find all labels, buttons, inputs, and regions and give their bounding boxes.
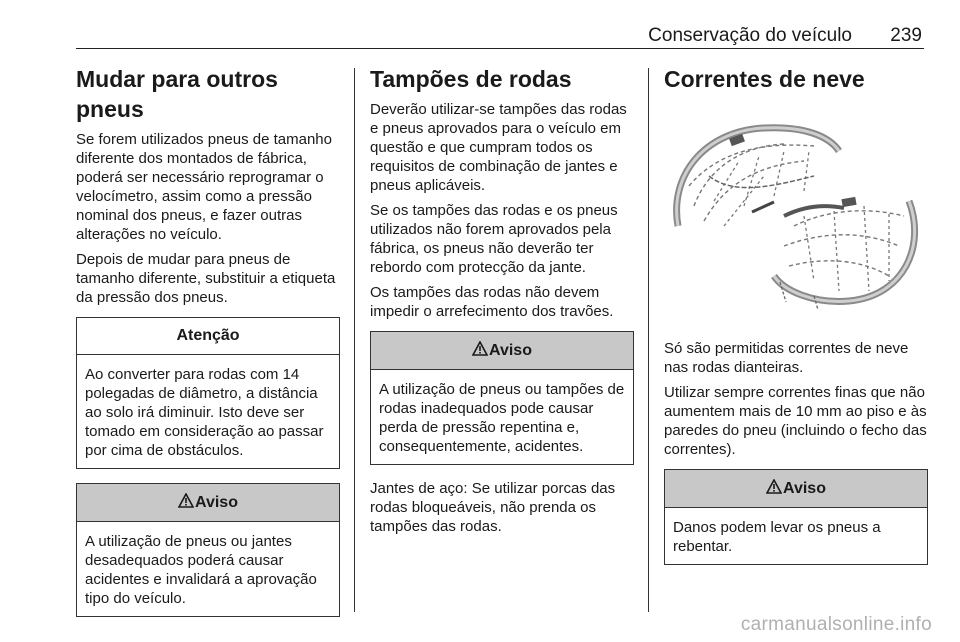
warning-header xyxy=(77,484,339,522)
page-header xyxy=(76,22,924,49)
caution-text: Ao converter para rodas com 14 polegadas de diâmetro, a distância ao solo irá diminuir. Isto deve ser tomado em consideração ao passar por cima de obstáculos. xyxy=(85,366,324,459)
warning-triangle-icon xyxy=(472,341,488,356)
paragraph: Os tampões das rodas não devem impedir o arrefecimento dos travões. xyxy=(370,284,614,320)
column-wheel-covers xyxy=(370,64,634,542)
page-number: 239 xyxy=(890,25,922,46)
warning-title: Aviso xyxy=(195,494,238,511)
warning-text: A utilização de pneus ou jantes desadequados poderá causar acidentes e invalidará a aprovação tipo do veículo. xyxy=(85,533,317,607)
paragraph: Depois de mudar para pneus de tamanho diferente, substituir a etiqueta da pressão dos pneus. xyxy=(76,251,336,306)
paragraph: Se forem utilizados pneus de tamanho diferente dos montados de fábrica, poderá ser necessário reprogramar o velocímetro, assim como a pressão nominal dos pneus, e fazer outras alterações no veículo. xyxy=(76,131,332,243)
column-divider xyxy=(648,68,649,612)
paragraph: Só são permitidas correntes de neve nas rodas dianteiras. xyxy=(664,340,909,376)
caution-box xyxy=(76,317,340,469)
paragraph: Deverão utilizar-se tampões das rodas e pneus aprovados para o veículo em questão e que cumpram todos os requisitos de combinação de jantes e pneus aplicáveis. xyxy=(370,101,627,194)
warning-header xyxy=(371,332,633,370)
section-title: Conservação do veículo xyxy=(648,25,852,46)
heading-wheel-covers: Tampões de rodas xyxy=(370,66,572,92)
column-tire-change xyxy=(76,64,340,631)
caution-title: Atenção xyxy=(77,318,339,355)
warning-box xyxy=(370,331,634,465)
snow-chains-illustration xyxy=(664,106,926,316)
warning-header xyxy=(665,470,927,508)
column-divider xyxy=(354,68,355,612)
watermark: carmanualsonline.info xyxy=(740,614,932,635)
paragraph: Jantes de aço: Se utilizar porcas das rodas bloqueáveis, não prenda os tampões das rodas. xyxy=(370,480,616,535)
warning-text: A utilização de pneus ou tampões de rodas inadequados pode causar perda de pressão repentina e, consequentemente, acidentes. xyxy=(379,381,625,455)
warning-text: Danos podem levar os pneus a rebentar. xyxy=(673,519,881,555)
paragraph: Utilizar sempre correntes finas que não aumentem mais de 10 mm ao piso e às paredes do pneu (incluindo o fecho das correntes). xyxy=(664,384,927,458)
warning-triangle-icon xyxy=(178,493,194,508)
column-snow-chains xyxy=(664,64,928,579)
warning-title: Aviso xyxy=(783,480,826,497)
warning-box xyxy=(76,483,340,617)
heading-other-tires: Mudar para outros pneus xyxy=(76,66,278,122)
paragraph: Se os tampões das rodas e os pneus utilizados não forem aprovados pela fábrica, os pneus não deverão ter rebordo com protecção da jante. xyxy=(370,202,618,276)
heading-snow-chains: Correntes de neve xyxy=(664,66,865,92)
warning-triangle-icon xyxy=(766,479,782,494)
warning-box xyxy=(664,469,928,565)
warning-title: Aviso xyxy=(489,342,532,359)
